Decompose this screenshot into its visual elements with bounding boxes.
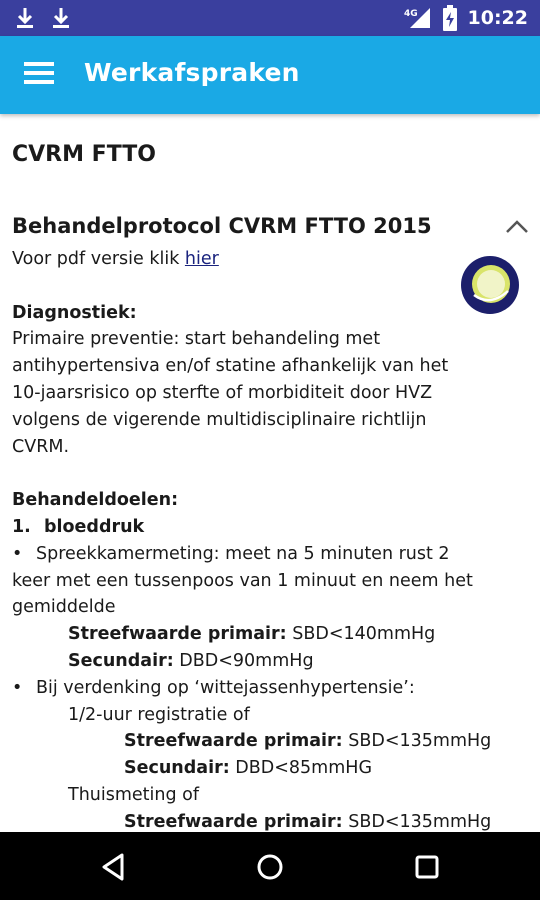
half-hour-line: 1/2-uur registratie of (68, 704, 250, 725)
diagnostics-heading: Diagnostiek: (12, 302, 137, 323)
target-primary-row (12, 809, 527, 832)
hamburger-menu-icon[interactable] (24, 62, 54, 88)
target-secondary-value: DBD<85mmHG (229, 758, 372, 779)
battery-charging-icon (442, 5, 458, 31)
signal-4g-icon (404, 6, 432, 30)
target-primary-label: Streefwaarde primair: (68, 624, 287, 645)
pdf-line (12, 246, 527, 273)
diagnostics-line: Primaire preventie: start behandeling met (12, 329, 381, 350)
target-primary-value: SBD<140mmHg (286, 624, 436, 645)
diagnostics-line: 10-jaarsrisico op sterfte of morbiditeit door HVZ (12, 382, 433, 403)
bullet-icon: • (12, 543, 23, 564)
bullet-icon: • (12, 677, 23, 698)
goal-item-bloeddruk (12, 514, 527, 541)
target-secondary-label: Secundair: (68, 650, 174, 671)
section-title: Behandelprotocol CVRM FTTO 2015 (12, 214, 432, 238)
goals-heading: Behandeldoelen: (12, 490, 179, 511)
bullet-item (12, 541, 527, 568)
system-icons (404, 0, 528, 36)
pdf-link[interactable]: hier (184, 249, 219, 269)
target-secondary-row (12, 648, 527, 675)
target-primary-row (12, 728, 527, 755)
target-secondary-label: Secundair: (124, 758, 230, 779)
status-clock: 10:22 (467, 7, 528, 29)
target-primary-value: SBD<135mmHg (342, 811, 492, 832)
protocol-text (12, 246, 527, 832)
home-circle-icon[interactable] (253, 850, 287, 884)
bullet-item (12, 675, 527, 702)
diagnostics-line: CVRM. (12, 436, 70, 457)
target-primary-label: Streefwaarde primair: (124, 811, 343, 832)
svg-text:4G: 4G (403, 9, 418, 19)
target-primary-value: SBD<135mmHg (342, 731, 492, 752)
target-primary-row (12, 621, 527, 648)
goal-label: bloeddruk (44, 516, 145, 537)
page-title: CVRM FTTO (12, 142, 156, 167)
target-secondary-value: DBD<90mmHg (173, 650, 314, 671)
app-title: Werkafspraken (84, 58, 300, 87)
navigation-bar (0, 832, 540, 900)
target-secondary-row (12, 755, 527, 782)
chevron-up-icon[interactable] (504, 217, 530, 237)
download-icon (50, 6, 72, 30)
content-area[interactable] (0, 114, 540, 832)
diagnostics-line: antihypertensiva en/of statine afhankelijk van het (12, 356, 449, 377)
target-primary-label: Streefwaarde primair: (124, 731, 343, 752)
home-measure-line: Thuismeting of (68, 784, 200, 805)
bullet-continuation: keer met een tussenpoos van 1 minuut en neem het (12, 570, 473, 591)
app-bar (0, 36, 540, 114)
back-triangle-icon[interactable] (96, 850, 130, 884)
bullet-text: Bij verdenking op ‘wittejassenhypertensie’: (36, 677, 415, 698)
recents-square-icon[interactable] (410, 850, 444, 884)
goal-number: 1. (12, 516, 31, 537)
notification-icons (14, 6, 72, 30)
status-bar (0, 0, 540, 36)
diagnostics-line: volgens de vigerende multidisciplinaire richtlijn (12, 409, 427, 430)
pdf-prefix: Voor pdf versie klik (12, 249, 185, 269)
bullet-continuation: gemiddelde (12, 597, 116, 618)
bullet-text: Spreekkamermeting: meet na 5 minuten rust 2 (36, 543, 450, 564)
download-icon (14, 6, 36, 30)
